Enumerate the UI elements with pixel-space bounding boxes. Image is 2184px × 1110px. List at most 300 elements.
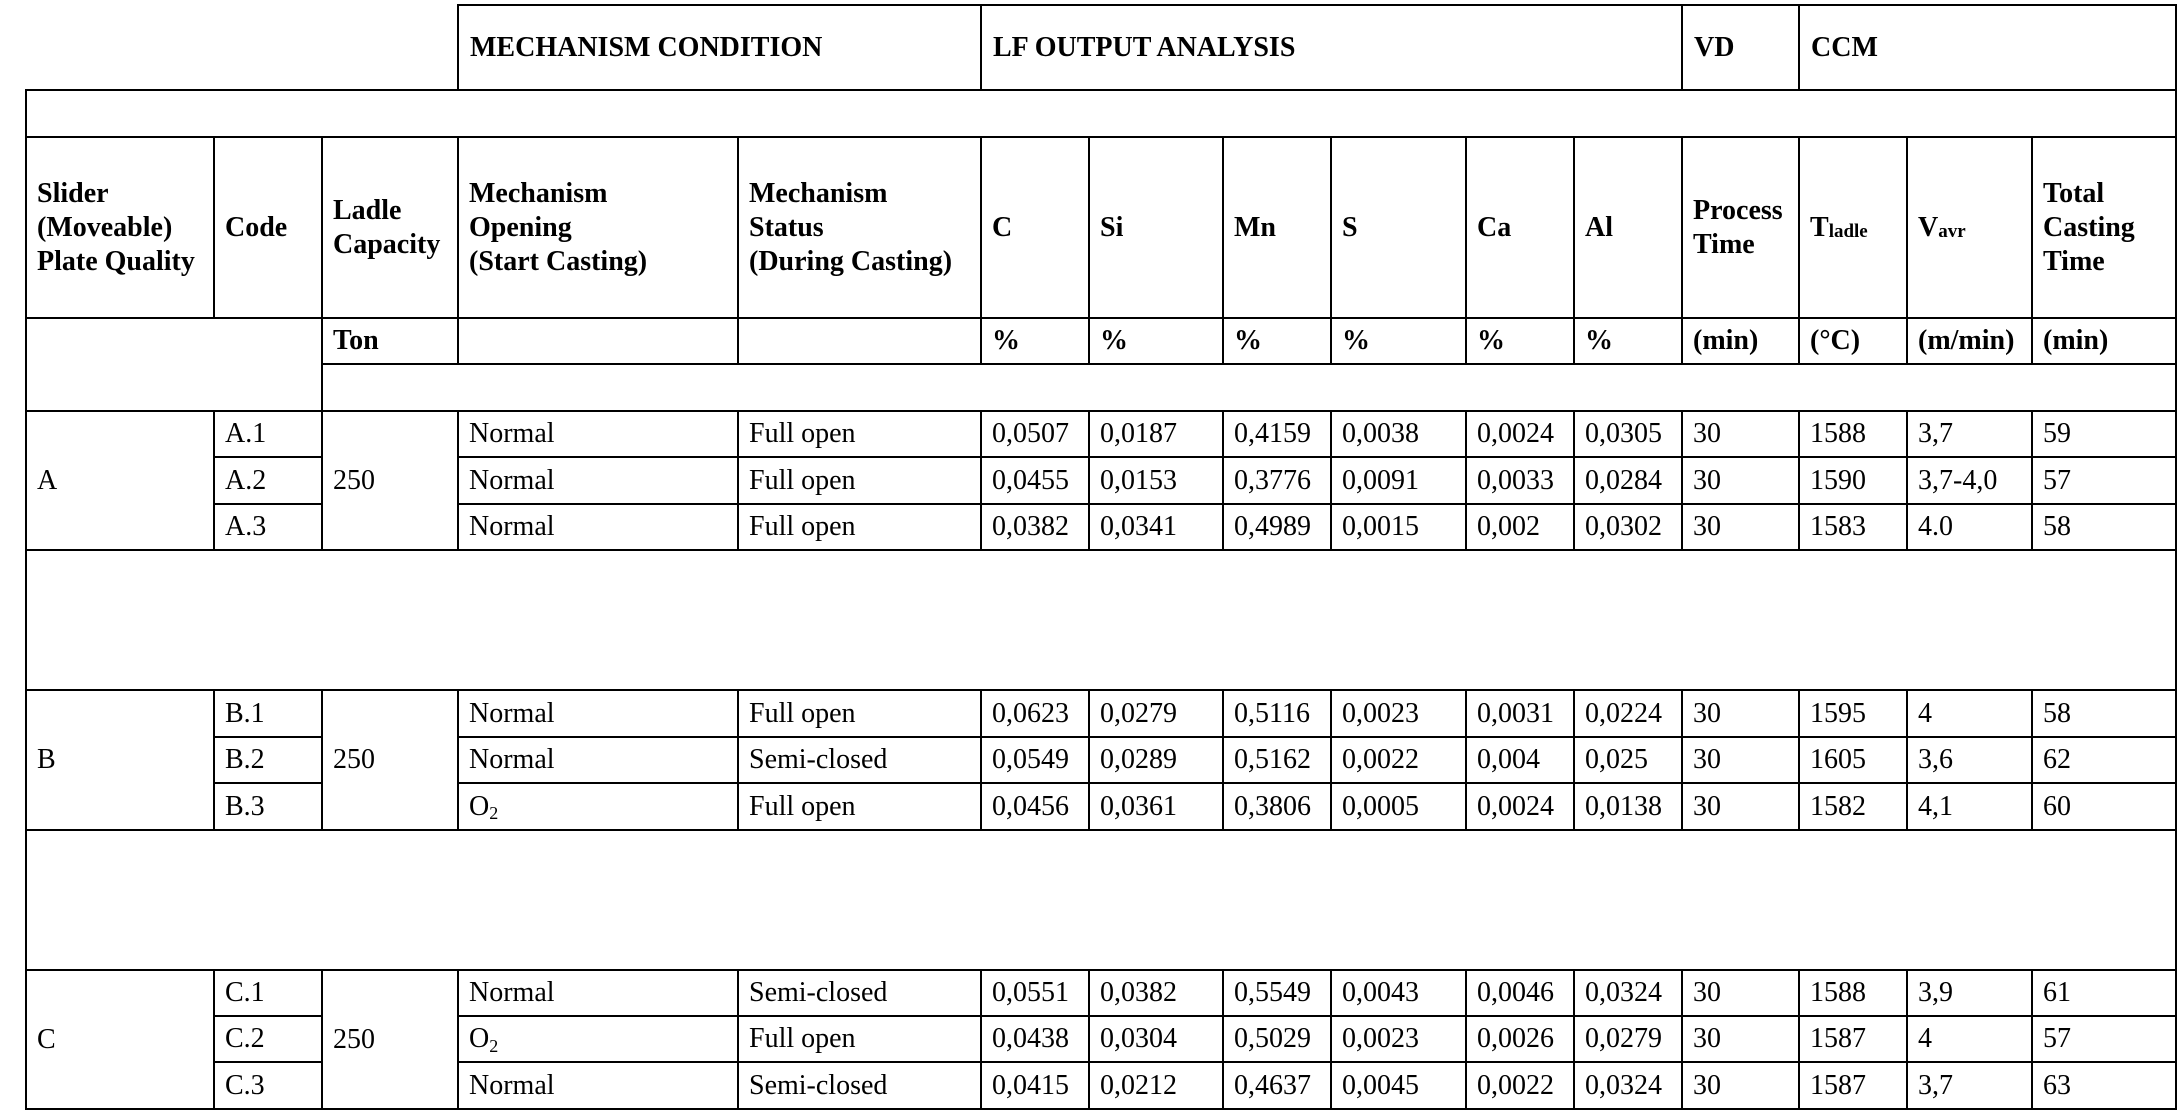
unit-mn-text: % — [1234, 325, 1262, 356]
al-cell-text: 0,0324 — [1585, 1069, 1662, 1101]
total-casting-cell — [2031, 1015, 2177, 1063]
s-cell-text: 0,0023 — [1342, 1023, 1419, 1054]
si-cell — [1088, 689, 1224, 738]
code-cell-text: B.2 — [225, 744, 265, 775]
unit-ca-text: % — [1477, 325, 1505, 356]
c-cell-text: 0,0382 — [992, 511, 1069, 542]
quality-a — [25, 410, 215, 551]
column-header-c — [980, 136, 1090, 319]
mechanism-opening-cell — [457, 410, 739, 458]
unit-mn — [1222, 317, 1332, 365]
code-cell — [213, 503, 323, 551]
mechanism-opening-cell — [457, 503, 739, 551]
v-avr-cell-text: 3,7 — [1918, 418, 1953, 449]
ca-cell — [1465, 782, 1575, 831]
column-header-code — [213, 136, 323, 319]
mechanism-status-cell-text: Full open — [749, 697, 856, 729]
mn-cell — [1222, 456, 1332, 505]
unit-v-avr — [1906, 317, 2033, 365]
process-time-cell-text: 30 — [1693, 697, 1721, 729]
column-header-v-avr — [1906, 136, 2033, 319]
unit-t-ladle-text: (°C) — [1810, 325, 1861, 356]
mechanism-status-cell — [737, 503, 982, 551]
column-header-total-casting-time-line: Total — [2043, 177, 2105, 209]
mn-cell-text: 0,5549 — [1234, 977, 1311, 1008]
unit-al — [1573, 317, 1683, 365]
code-cell-text: A.2 — [225, 464, 267, 496]
column-header-ladle-capacity-line: Capacity — [333, 228, 441, 260]
v-avr-cell-text: 3,7 — [1918, 1069, 1953, 1101]
ca-cell — [1465, 1015, 1575, 1063]
v-avr-cell-text: 4,1 — [1918, 790, 1953, 822]
si-cell-text: 0,0382 — [1100, 977, 1177, 1008]
al-cell — [1573, 969, 1683, 1017]
column-header-t-ladle-subscript: ladle — [1828, 220, 1868, 242]
t-ladle-cell — [1798, 969, 1908, 1017]
unit-si — [1088, 317, 1224, 365]
t-ladle-cell-text: 1583 — [1810, 511, 1866, 542]
column-header-s — [1330, 136, 1467, 319]
mechanism-status-cell-text: Semi-closed — [749, 744, 888, 775]
mechanism-opening-cell — [457, 1015, 739, 1063]
total-casting-cell — [2031, 689, 2177, 738]
mechanism-status-cell — [737, 736, 982, 784]
c-cell-text: 0,0551 — [992, 977, 1069, 1008]
unit-al-text: % — [1585, 325, 1613, 356]
c-cell-text: 0,0549 — [992, 744, 1069, 775]
c-cell-text: 0,0415 — [992, 1069, 1069, 1101]
mechanism-status-cell — [737, 782, 982, 831]
v-avr-cell — [1906, 1015, 2033, 1063]
mn-cell-text: 0,3776 — [1234, 464, 1311, 496]
column-header-mn-text: Mn — [1234, 211, 1276, 243]
column-header-code-text: Code — [225, 211, 288, 243]
quality-c-text: C — [37, 1023, 56, 1055]
process-time-cell — [1681, 410, 1800, 458]
column-header-slider-line: Slider — [37, 177, 109, 209]
ca-cell — [1465, 969, 1575, 1017]
header-spacer-row — [25, 89, 2177, 138]
t-ladle-cell-text: 1587 — [1810, 1023, 1866, 1054]
ca-cell-text: 0,0022 — [1477, 1069, 1554, 1101]
c-cell — [980, 1015, 1090, 1063]
column-header-total-casting-time-line: Time — [2043, 245, 2105, 277]
t-ladle-cell-text: 1595 — [1810, 697, 1866, 729]
c-cell — [980, 1061, 1090, 1110]
code-cell-text: C.3 — [225, 1069, 265, 1101]
al-cell-text: 0,025 — [1585, 744, 1648, 775]
c-cell — [980, 456, 1090, 505]
column-header-v-avr-text: V — [1918, 211, 1939, 243]
quality-b-text: B — [37, 744, 56, 775]
process-time-cell-text: 30 — [1693, 418, 1721, 449]
t-ladle-cell — [1798, 503, 1908, 551]
ca-cell — [1465, 456, 1575, 505]
v-avr-cell — [1906, 456, 2033, 505]
v-avr-cell-text: 4 — [1918, 1023, 1932, 1054]
code-cell — [213, 1061, 323, 1110]
s-cell — [1330, 410, 1467, 458]
unit-v-avr-text: (m/min) — [1918, 325, 2015, 356]
process-time-cell — [1681, 969, 1800, 1017]
group-separator-row — [25, 829, 2177, 971]
column-header-s-text: S — [1342, 211, 1358, 243]
group-header-vd — [1681, 4, 1800, 91]
column-header-v-avr-subscript: avr — [1938, 220, 1966, 242]
column-header-mechanism-opening-line: Opening — [469, 211, 572, 243]
process-time-cell — [1681, 1061, 1800, 1110]
unit-ladle — [321, 317, 459, 365]
unit-process-time-text: (min) — [1693, 325, 1759, 356]
mn-cell — [1222, 782, 1332, 831]
mechanism-status-cell — [737, 456, 982, 505]
group-header-vd-text: VD — [1694, 31, 1735, 63]
s-cell-text: 0,0043 — [1342, 977, 1419, 1008]
total-casting-cell-text: 63 — [2043, 1069, 2071, 1101]
s-cell — [1330, 456, 1467, 505]
unit-mech-status — [737, 317, 982, 365]
mechanism-opening-cell — [457, 689, 739, 738]
ca-cell — [1465, 689, 1575, 738]
v-avr-cell-text: 4 — [1918, 697, 1932, 729]
column-header-mn — [1222, 136, 1332, 319]
c-cell — [980, 736, 1090, 784]
column-header-total-casting-time-line: Casting — [2043, 211, 2135, 243]
code-cell-text: A.1 — [225, 418, 267, 449]
group-header-mechanism-condition-text: MECHANISM CONDITION — [470, 31, 823, 63]
code-cell — [213, 410, 323, 458]
t-ladle-cell-text: 1588 — [1810, 977, 1866, 1008]
s-cell-text: 0,0015 — [1342, 511, 1419, 542]
column-header-t-ladle — [1798, 136, 1908, 319]
c-cell-text: 0,0438 — [992, 1023, 1069, 1054]
total-casting-cell — [2031, 456, 2177, 505]
s-cell — [1330, 1015, 1467, 1063]
s-cell — [1330, 503, 1467, 551]
total-casting-cell-text: 61 — [2043, 977, 2071, 1008]
mechanism-opening-cell-text: Normal — [469, 511, 555, 542]
t-ladle-cell — [1798, 1015, 1908, 1063]
ca-cell-text: 0,0026 — [1477, 1023, 1554, 1054]
mechanism-status-cell-text: Full open — [749, 1023, 856, 1054]
mechanism-opening-cell — [457, 969, 739, 1017]
process-time-cell-text: 30 — [1693, 977, 1721, 1008]
v-avr-cell — [1906, 969, 2033, 1017]
mechanism-status-cell-text: Semi-closed — [749, 977, 888, 1008]
c-cell — [980, 969, 1090, 1017]
mn-cell — [1222, 969, 1332, 1017]
total-casting-cell-text: 60 — [2043, 790, 2071, 822]
mechanism-status-cell — [737, 689, 982, 738]
mechanism-status-cell — [737, 410, 982, 458]
process-time-cell — [1681, 782, 1800, 831]
code-cell-text: B.1 — [225, 697, 265, 729]
t-ladle-cell-text: 1605 — [1810, 744, 1866, 775]
unit-si-text: % — [1100, 325, 1128, 356]
s-cell — [1330, 1061, 1467, 1110]
t-ladle-cell — [1798, 410, 1908, 458]
process-time-cell — [1681, 456, 1800, 505]
column-header-slider — [25, 136, 215, 319]
column-header-mechanism-opening-line: Mechanism — [469, 177, 608, 209]
code-cell — [213, 689, 323, 738]
total-casting-cell-text: 59 — [2043, 418, 2071, 449]
code-cell-text: A.3 — [225, 511, 267, 542]
process-time-cell-text: 30 — [1693, 744, 1721, 775]
ladle-capacity-a — [321, 410, 459, 551]
mechanism-status-cell-text: Full open — [749, 418, 856, 449]
v-avr-cell-text: 3,9 — [1918, 977, 1953, 1008]
v-avr-cell-text: 3,6 — [1918, 744, 1953, 775]
si-cell — [1088, 503, 1224, 551]
t-ladle-cell-text: 1588 — [1810, 418, 1866, 449]
column-header-si — [1088, 136, 1224, 319]
t-ladle-cell-text: 1582 — [1810, 790, 1866, 822]
c-cell-text: 0,0455 — [992, 464, 1069, 496]
v-avr-cell — [1906, 689, 2033, 738]
v-avr-cell — [1906, 410, 2033, 458]
ladle-capacity-a-text: 250 — [333, 464, 375, 496]
process-time-cell-text: 30 — [1693, 1069, 1721, 1101]
column-header-mechanism-opening — [457, 136, 739, 319]
total-casting-cell — [2031, 969, 2177, 1017]
s-cell — [1330, 969, 1467, 1017]
column-header-mechanism-status-line: Mechanism — [749, 177, 888, 209]
al-cell-text: 0,0302 — [1585, 511, 1662, 542]
process-time-cell-text: 30 — [1693, 511, 1721, 542]
unit-t-ladle — [1798, 317, 1908, 365]
unit-total-casting — [2031, 317, 2177, 365]
column-header-c-text: C — [992, 211, 1013, 243]
al-cell-text: 0,0284 — [1585, 464, 1662, 496]
si-cell-text: 0,0341 — [1100, 511, 1177, 542]
ca-cell — [1465, 1061, 1575, 1110]
al-cell — [1573, 410, 1683, 458]
total-casting-cell-text: 62 — [2043, 744, 2071, 775]
si-cell — [1088, 410, 1224, 458]
column-header-total-casting-time — [2031, 136, 2177, 319]
unit-s-text: % — [1342, 325, 1370, 356]
mechanism-opening-cell — [457, 1061, 739, 1110]
mechanism-opening-cell — [457, 456, 739, 505]
group-header-lf-output-analysis — [980, 4, 1683, 91]
mn-cell — [1222, 1015, 1332, 1063]
al-cell-text: 0,0279 — [1585, 1023, 1662, 1054]
process-time-cell-text: 30 — [1693, 1023, 1721, 1054]
s-cell-text: 0,0023 — [1342, 697, 1419, 729]
t-ladle-cell — [1798, 782, 1908, 831]
total-casting-cell — [2031, 410, 2177, 458]
ca-cell-text: 0,0024 — [1477, 418, 1554, 449]
column-header-si-text: Si — [1100, 211, 1124, 243]
column-header-slider-line: (Moveable) — [37, 211, 173, 243]
code-cell — [213, 736, 323, 784]
unit-total-casting-text: (min) — [2043, 325, 2109, 356]
s-cell-text: 0,0022 — [1342, 744, 1419, 775]
s-cell — [1330, 782, 1467, 831]
si-cell — [1088, 1015, 1224, 1063]
unit-c — [980, 317, 1090, 365]
process-time-cell — [1681, 736, 1800, 784]
mn-cell — [1222, 410, 1332, 458]
mn-cell-text: 0,4637 — [1234, 1069, 1311, 1101]
mechanism-opening-cell-text: Normal — [469, 464, 555, 496]
unit-c-text: % — [992, 325, 1020, 356]
si-cell — [1088, 969, 1224, 1017]
total-casting-cell-text: 57 — [2043, 464, 2071, 496]
s-cell-text: 0,0005 — [1342, 790, 1419, 822]
v-avr-cell-text: 4.0 — [1918, 511, 1953, 542]
al-cell — [1573, 689, 1683, 738]
units-spacer-row — [321, 363, 2177, 412]
s-cell — [1330, 689, 1467, 738]
process-time-cell-text: 30 — [1693, 464, 1721, 496]
column-header-mechanism-status-line: Status — [749, 211, 824, 243]
si-cell-text: 0,0289 — [1100, 744, 1177, 775]
si-cell-text: 0,0304 — [1100, 1023, 1177, 1054]
s-cell-text: 0,0038 — [1342, 418, 1419, 449]
code-cell — [213, 1015, 323, 1063]
code-cell-text: B.3 — [225, 790, 265, 822]
t-ladle-cell — [1798, 736, 1908, 784]
c-cell — [980, 689, 1090, 738]
ladle-capacity-c-text: 250 — [333, 1023, 375, 1055]
total-casting-cell-text: 58 — [2043, 697, 2071, 729]
mechanism-opening-cell — [457, 782, 739, 831]
v-avr-cell — [1906, 736, 2033, 784]
al-cell-text: 0,0324 — [1585, 977, 1662, 1008]
si-cell-text: 0,0153 — [1100, 464, 1177, 496]
total-casting-cell-text: 57 — [2043, 1023, 2071, 1054]
al-cell-text: 0,0224 — [1585, 697, 1662, 729]
v-avr-cell — [1906, 503, 2033, 551]
total-casting-cell — [2031, 503, 2177, 551]
mn-cell-text: 0,4989 — [1234, 511, 1311, 542]
ca-cell — [1465, 410, 1575, 458]
si-cell-text: 0,0361 — [1100, 790, 1177, 822]
al-cell — [1573, 736, 1683, 784]
quality-b — [25, 689, 215, 831]
unit-mech-open — [457, 317, 739, 365]
mechanism-opening-text: O — [469, 790, 490, 822]
ladle-capacity-c — [321, 969, 459, 1110]
mechanism-status-cell-text: Semi-closed — [749, 1069, 888, 1101]
si-cell-text: 0,0279 — [1100, 697, 1177, 729]
column-header-ca — [1465, 136, 1575, 319]
si-cell — [1088, 1061, 1224, 1110]
process-time-cell — [1681, 503, 1800, 551]
ca-cell-text: 0,002 — [1477, 511, 1540, 542]
s-cell-text: 0,0091 — [1342, 464, 1419, 496]
process-time-cell-text: 30 — [1693, 790, 1721, 822]
ca-cell — [1465, 503, 1575, 551]
total-casting-cell — [2031, 736, 2177, 784]
code-cell — [213, 782, 323, 831]
column-header-mechanism-opening-line: (Start Casting) — [469, 245, 648, 277]
column-header-al-text: Al — [1585, 211, 1613, 243]
t-ladle-cell-text: 1590 — [1810, 464, 1866, 496]
process-time-cell — [1681, 1015, 1800, 1063]
t-ladle-cell — [1798, 689, 1908, 738]
mechanism-status-cell — [737, 1061, 982, 1110]
t-ladle-cell — [1798, 456, 1908, 505]
si-cell — [1088, 782, 1224, 831]
mechanism-opening-text: O — [469, 1023, 490, 1054]
mechanism-status-cell — [737, 969, 982, 1017]
group-header-lf-output-analysis-text: LF OUTPUT ANALYSIS — [993, 31, 1296, 63]
unit-s — [1330, 317, 1467, 365]
ladle-capacity-b-text: 250 — [333, 744, 375, 775]
group-header-ccm-text: CCM — [1811, 31, 1878, 63]
unit-process-time — [1681, 317, 1800, 365]
mechanism-status-cell-text: Full open — [749, 790, 856, 822]
ca-cell-text: 0,004 — [1477, 744, 1540, 775]
column-header-mechanism-status-line: (During Casting) — [749, 245, 953, 277]
mechanism-status-cell — [737, 1015, 982, 1063]
c-cell — [980, 782, 1090, 831]
total-casting-cell — [2031, 1061, 2177, 1110]
column-header-process-time-line: Time — [1693, 228, 1755, 260]
column-header-process-time — [1681, 136, 1800, 319]
si-cell — [1088, 736, 1224, 784]
v-avr-cell-text: 3,7-4,0 — [1918, 464, 1998, 496]
mechanism-opening-cell-text: Normal — [469, 744, 555, 775]
c-cell-text: 0,0507 — [992, 418, 1069, 449]
group-header-ccm — [1798, 4, 2177, 91]
total-casting-cell-text: 58 — [2043, 511, 2071, 542]
column-header-ladle-capacity-line: Ladle — [333, 194, 402, 226]
column-header-al — [1573, 136, 1683, 319]
column-header-slider-line: Plate Quality — [37, 245, 195, 277]
al-cell — [1573, 1061, 1683, 1110]
code-cell — [213, 456, 323, 505]
al-cell — [1573, 1015, 1683, 1063]
column-header-t-ladle-text: T — [1810, 211, 1829, 243]
unit-ladle-text: Ton — [333, 325, 379, 356]
si-cell-text: 0,0187 — [1100, 418, 1177, 449]
si-cell — [1088, 456, 1224, 505]
ca-cell-text: 0,0031 — [1477, 697, 1554, 729]
c-cell-text: 0,0623 — [992, 697, 1069, 729]
v-avr-cell — [1906, 1061, 2033, 1110]
total-casting-cell — [2031, 782, 2177, 831]
al-cell — [1573, 782, 1683, 831]
mn-cell — [1222, 1061, 1332, 1110]
al-cell-text: 0,0305 — [1585, 418, 1662, 449]
s-cell — [1330, 736, 1467, 784]
mn-cell — [1222, 503, 1332, 551]
mechanism-opening-cell-text: Normal — [469, 977, 555, 1008]
mechanism-opening-cell-text: Normal — [469, 697, 555, 729]
mechanism-opening-subscript: 2 — [489, 1035, 499, 1056]
mn-cell-text: 0,5116 — [1234, 697, 1310, 729]
mn-cell-text: 0,5029 — [1234, 1023, 1311, 1054]
ca-cell-text: 0,0024 — [1477, 790, 1554, 822]
code-cell-text: C.2 — [225, 1023, 265, 1054]
process-time-cell — [1681, 689, 1800, 738]
v-avr-cell — [1906, 782, 2033, 831]
unit-ca — [1465, 317, 1575, 365]
mn-cell — [1222, 736, 1332, 784]
code-cell-text: C.1 — [225, 977, 265, 1008]
t-ladle-cell-text: 1587 — [1810, 1069, 1866, 1101]
group-separator-row — [25, 549, 2177, 691]
group-header-mechanism-condition — [457, 4, 982, 91]
mechanism-status-cell-text: Full open — [749, 511, 856, 542]
mechanism-opening-cell-text: Normal — [469, 418, 555, 449]
mechanism-opening-subscript: 2 — [489, 803, 499, 823]
column-header-mechanism-status — [737, 136, 982, 319]
